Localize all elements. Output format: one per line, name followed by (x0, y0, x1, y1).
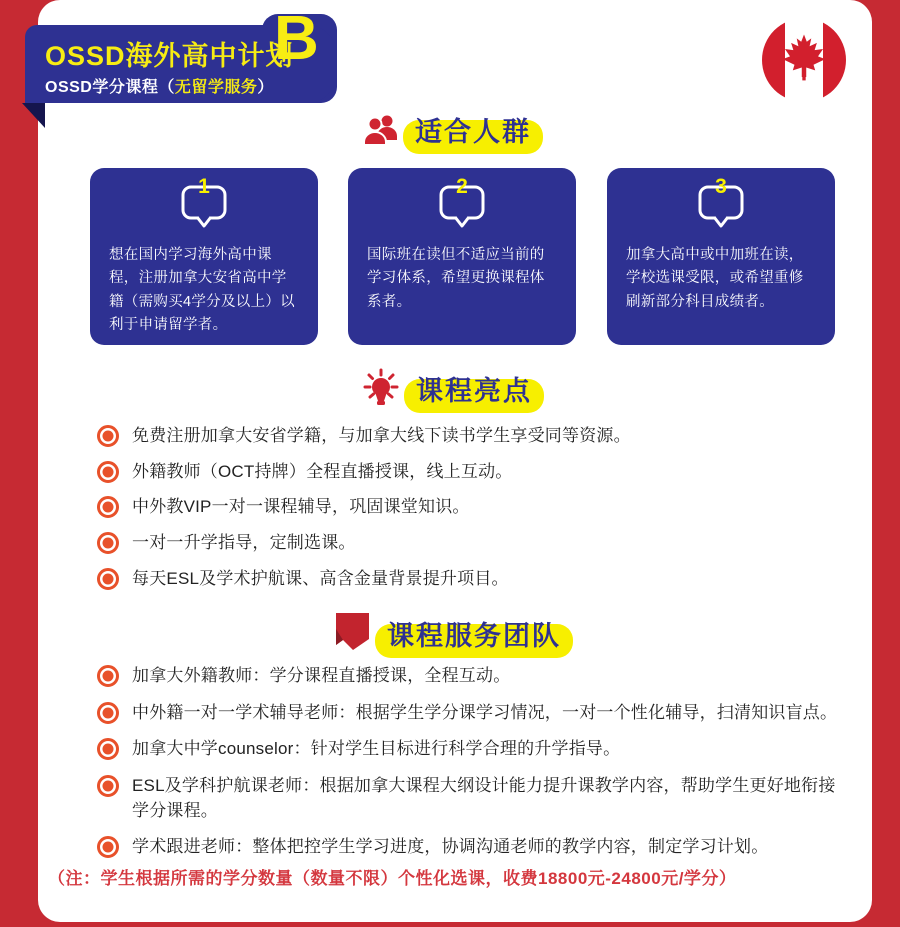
bullet-icon (97, 665, 119, 687)
list-item: 加拿大中学counselor：针对学生目标进行科学合理的升学指导。 (97, 737, 849, 762)
card-text: 想在国内学习海外高中课程，注册加拿大安省高中学籍（需购买4学分及以上）以利于申请留学者。 (109, 247, 295, 334)
audience-card-1 (90, 168, 318, 345)
subtitle-prefix: OSSD学分课程（ (45, 79, 175, 96)
bullet-icon (97, 702, 119, 724)
section-highlights-header (0, 368, 900, 408)
bullet-icon (97, 568, 119, 590)
subtitle-suffix: ） (257, 79, 274, 96)
lightbulb-icon (362, 368, 400, 408)
subtitle-highlight: 无留学服务 (174, 79, 258, 96)
bullet-icon (97, 738, 119, 760)
team-list (97, 664, 849, 860)
list-item: 中外籍一对一学术辅导老师：根据学生学分课学习情况，一对一个性化辅导，扫清知识盲点。 (97, 701, 849, 726)
people-icon (363, 114, 399, 146)
section-team-header (0, 612, 900, 654)
list-item: 一对一升学指导，定制选课。 (97, 531, 817, 556)
pricing-note: （注：学生根据所需的学分数量（数量不限）个性化选课，收费18800元-24800元/学分） (48, 869, 737, 888)
page-title: OSSD海外高中计划 (45, 41, 294, 71)
canada-flag-icon (761, 17, 847, 103)
card-number: 3 (715, 175, 727, 198)
bullet-icon (97, 836, 119, 858)
number-bubble-icon (109, 175, 299, 236)
page-subtitle (45, 74, 274, 97)
bullet-icon (97, 496, 119, 518)
list-item: 外籍教师（OCT持牌）全程直播授课，线上互动。 (97, 460, 817, 485)
list-item: ESL及学科护航课老师：根据加拿大课程大纲设计能力提升课教学内容，帮助学生更好地衔接学分课程。 (97, 774, 849, 823)
number-bubble-icon (367, 175, 557, 236)
plan-letter: B (274, 4, 319, 73)
list-item: 加拿大外籍教师：学分课程直播授课，全程互动。 (97, 664, 849, 689)
bullet-icon (97, 425, 119, 447)
bullet-icon (97, 775, 119, 797)
section-highlights-title: 课程亮点 (410, 369, 538, 408)
bullet-icon (97, 461, 119, 483)
list-item: 中外教VIP一对一课程辅导，巩固课堂知识。 (97, 495, 817, 520)
section-team-title: 课程服务团队 (381, 614, 567, 653)
number-bubble-icon (626, 175, 816, 236)
card-text: 国际班在读但不适应当前的学习体系，希望更换课程体系者。 (367, 247, 545, 310)
list-item: 学术跟进老师：整体把控学生学习进度，协调沟通老师的教学内容，制定学习计划。 (97, 835, 849, 860)
list-item: 免费注册加拿大安省学籍，与加拿大线下读书学生享受同等资源。 (97, 424, 817, 449)
audience-card-3 (607, 168, 835, 345)
section-audience-header (0, 110, 900, 149)
audience-card-2 (348, 168, 576, 345)
highlights-list (97, 424, 817, 591)
card-text: 加拿大高中或中加班在读，学校选课受限，或希望重修刷新部分科目成绩者。 (626, 247, 804, 310)
card-number: 1 (198, 175, 210, 198)
bullet-icon (97, 532, 119, 554)
list-item: 每天ESL及学术护航课、高含金量背景提升项目。 (97, 567, 817, 592)
bookmark-icon (333, 612, 371, 654)
card-number: 2 (456, 175, 468, 198)
section-audience-title: 适合人群 (409, 110, 537, 149)
